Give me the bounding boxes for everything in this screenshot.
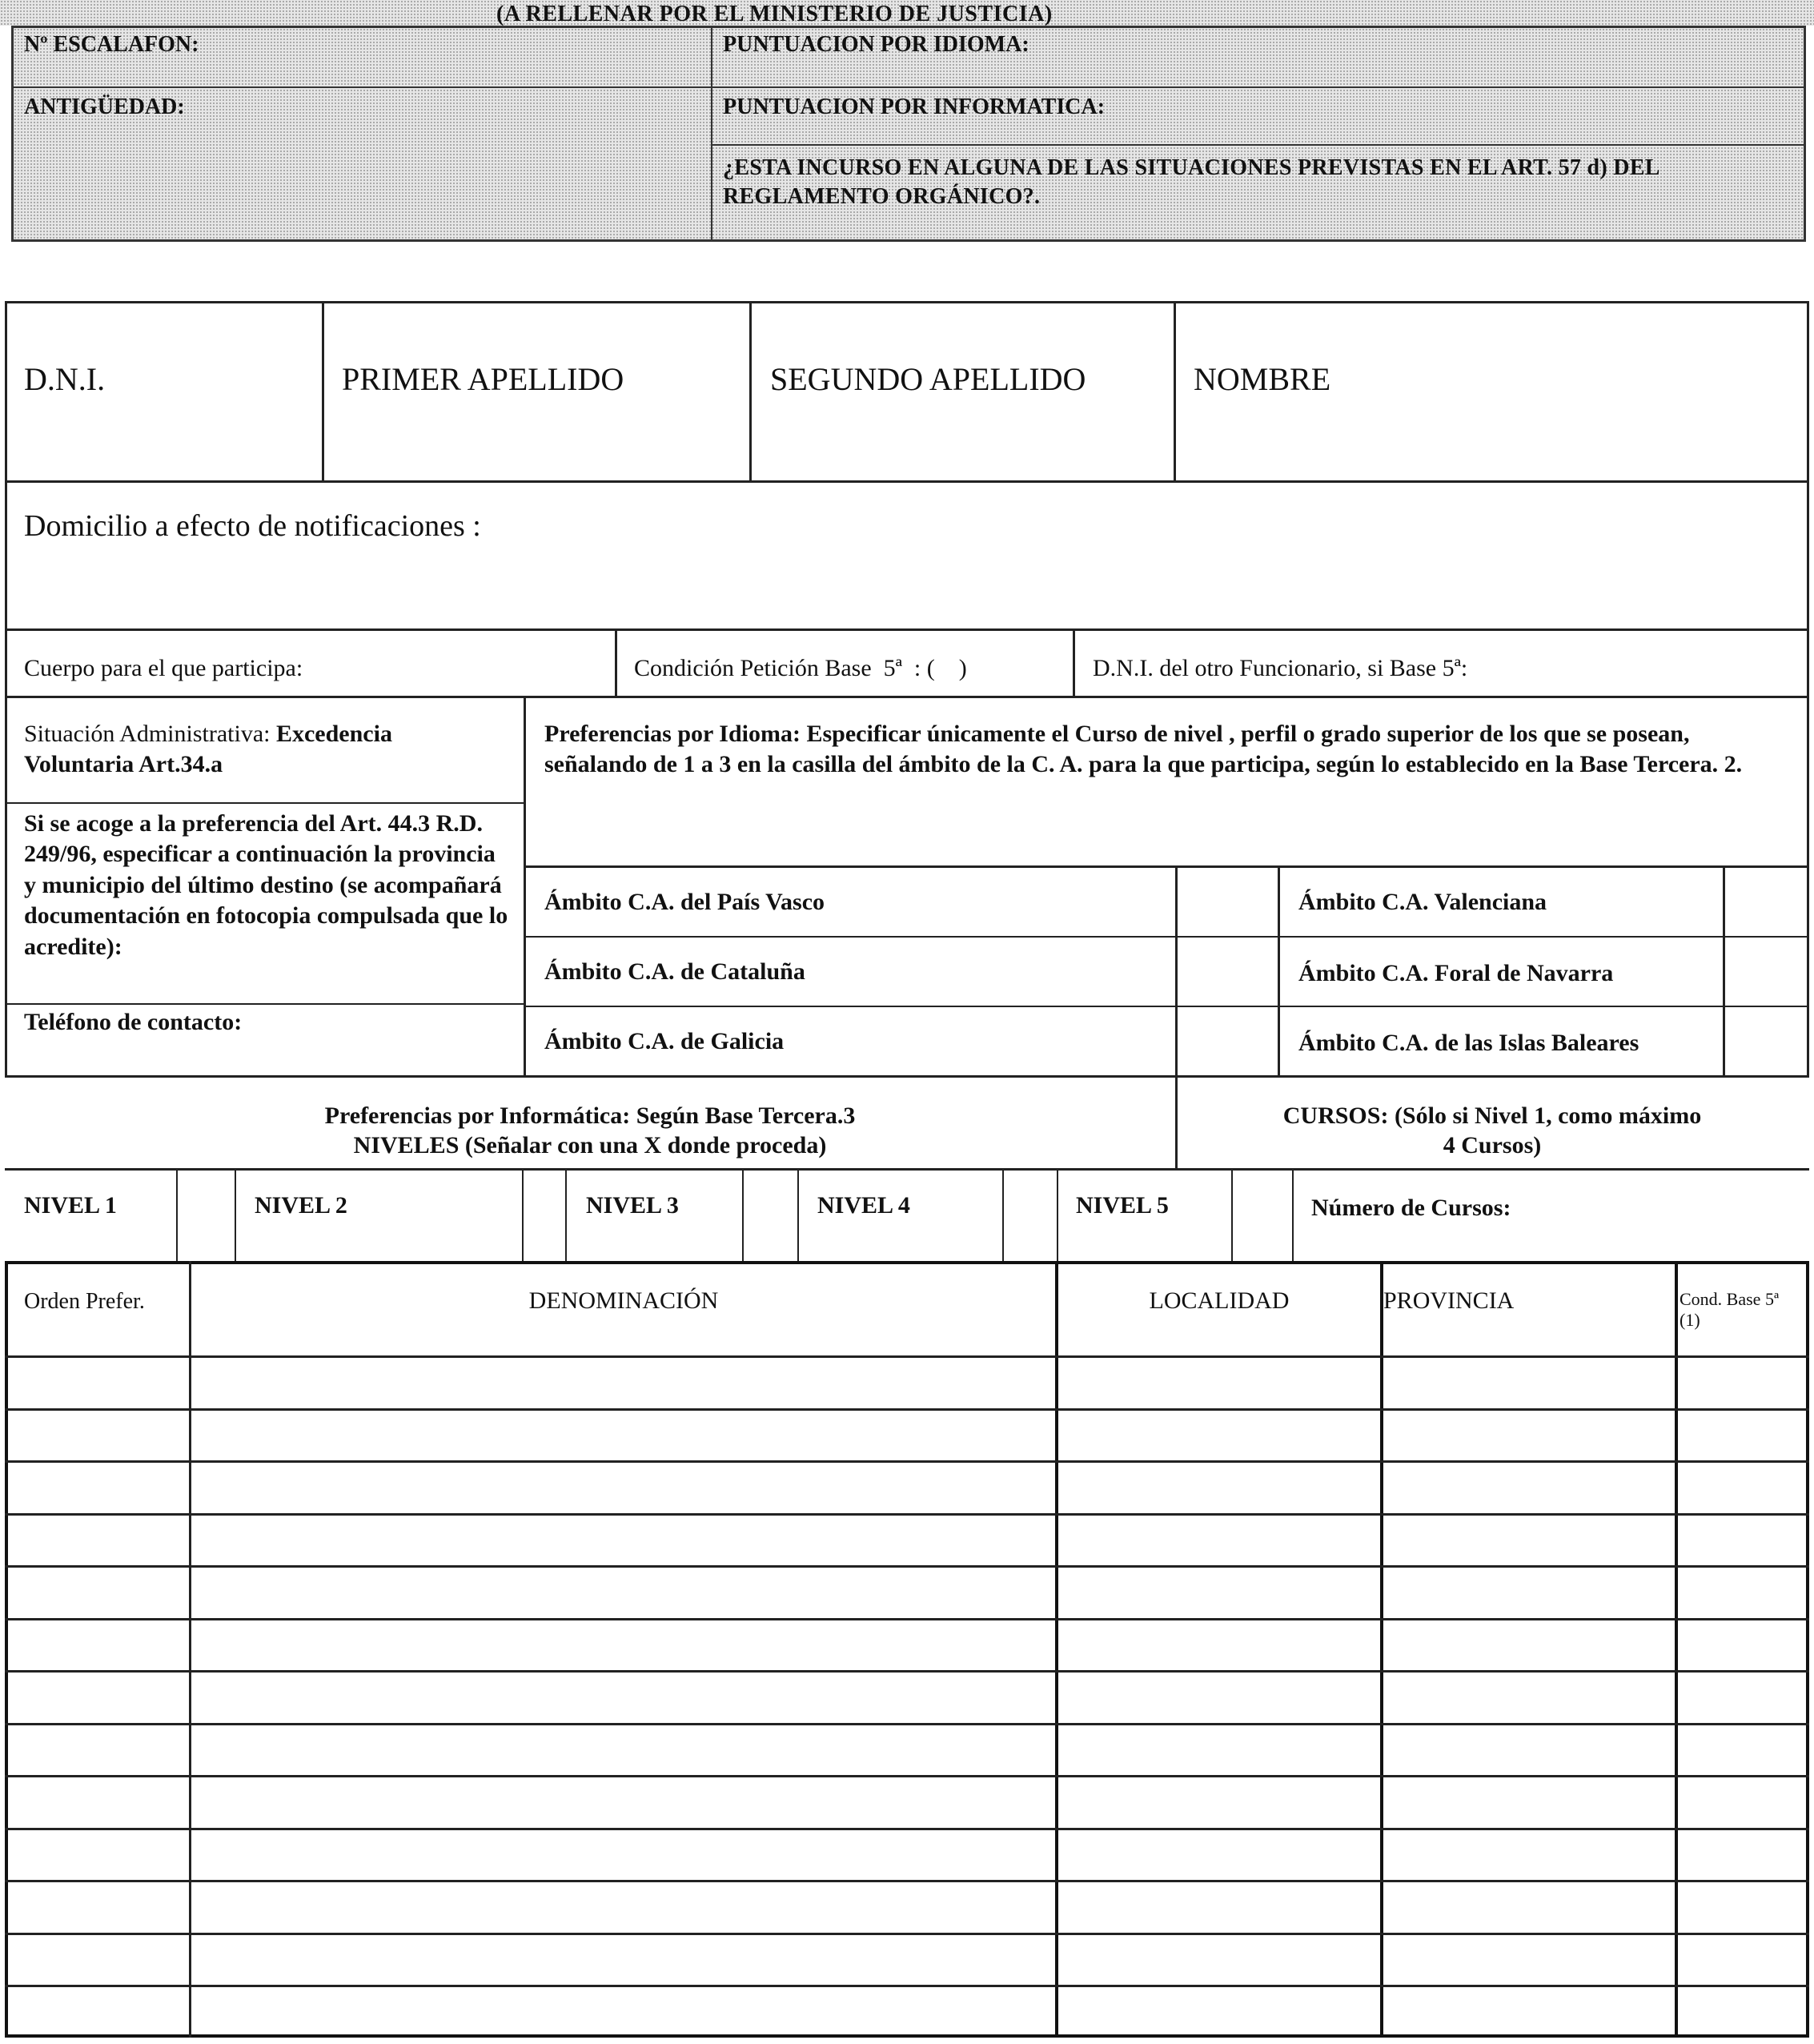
checkbox-galicia[interactable] — [1178, 1008, 1276, 1074]
informatica-title-line1: Preferencias por Informática: Según Base Tercera.3 — [324, 1102, 856, 1129]
situacion-administrativa — [24, 719, 504, 781]
nombre-label: NOMBRE — [1194, 361, 1331, 397]
situacion-left-edge — [5, 698, 7, 1075]
niveles-v4 — [565, 1168, 567, 1261]
table-row[interactable] — [8, 1673, 1806, 1722]
puntuacion-informatica-label: PUNTUACION POR INFORMATICA: — [723, 94, 1106, 119]
personal-v2 — [749, 301, 752, 482]
art44-note: Si se acoge a la preferencia del Art. 44.3 R.D. 249/96, especificar a continuación la provincia y municipio del último destino (se acompañará documentación en fotocopia compulsada que lo acredite): — [24, 810, 508, 960]
escalafon-label: Nº ESCALAFON: — [24, 32, 199, 57]
situacion-bottom — [5, 1075, 1809, 1078]
checkbox-pais-vasco[interactable] — [1178, 869, 1276, 934]
ambitos-v3 — [1723, 865, 1725, 1075]
admin-divider-v — [711, 26, 712, 242]
col-orden-prefer: Orden Prefer. — [24, 1289, 145, 1314]
puntuacion-idioma-label: PUNTUACION POR IDIOMA: — [723, 32, 1029, 57]
situacion-prefix: Situación Administrativa: — [24, 721, 276, 747]
personal-v1 — [322, 301, 324, 482]
nivel-2-label: NIVEL 2 — [255, 1192, 347, 1219]
situacion-h1 — [5, 802, 524, 804]
ambito-pais-vasco: Ámbito C.A. del País Vasco — [544, 889, 825, 915]
col-cond-base: Cond. Base 5ª (1) — [1680, 1289, 1780, 1331]
cursos-title-line2: 4 Cursos) — [1443, 1132, 1542, 1159]
personal-h1 — [5, 480, 1809, 483]
participation-v1 — [615, 628, 617, 698]
table-row[interactable] — [8, 1725, 1806, 1775]
table-row[interactable] — [8, 1463, 1806, 1512]
col-localidad: LOCALIDAD — [1149, 1287, 1290, 1314]
table-row[interactable] — [8, 1830, 1806, 1880]
table-row[interactable] — [8, 1777, 1806, 1827]
primer-apellido-label: PRIMER APELLIDO — [342, 361, 624, 397]
admin-box-header: (A RELLENAR POR EL MINISTERIO DE JUSTICIA) — [496, 2, 1053, 26]
nivel-1-checkbox[interactable] — [178, 1171, 234, 1260]
nivel-3-checkbox[interactable] — [744, 1171, 797, 1260]
nivel-2-checkbox[interactable] — [524, 1171, 564, 1260]
nivel-5-label: NIVEL 5 — [1076, 1192, 1169, 1219]
ambitos-v2 — [1278, 865, 1280, 1075]
telefono-contacto-label: Teléfono de contacto: — [24, 1009, 243, 1035]
ambito-navarra: Ámbito C.A. Foral de Navarra — [1298, 960, 1614, 986]
dni-otro-funcionario-label: D.N.I. del otro Funcionario, si Base 5ª: — [1093, 655, 1468, 681]
col-provincia: PROVINCIA — [1383, 1287, 1515, 1314]
situacion-h2 — [5, 1003, 524, 1005]
ambitos-h2 — [524, 1006, 1809, 1007]
cuerpo-label: Cuerpo para el que participa: — [24, 655, 303, 681]
ambito-galicia: Ámbito C.A. de Galicia — [544, 1028, 785, 1054]
ambito-valenciana: Ámbito C.A. Valenciana — [1298, 889, 1547, 915]
checkbox-baleares[interactable] — [1726, 1008, 1806, 1074]
nivel-1-label: NIVEL 1 — [24, 1192, 117, 1219]
personal-v3 — [1174, 301, 1176, 482]
ambito-cataluna: Ámbito C.A. de Cataluña — [544, 958, 805, 985]
table-row[interactable] — [8, 1935, 1806, 1985]
numero-cursos-field[interactable] — [1537, 1171, 1806, 1260]
art57-question: ¿ESTA INCURSO EN ALGUNA DE LAS SITUACIONES PREVISTAS EN EL ART. 57 d) DEL REGLAMENTO ORGÁNICO?. — [723, 155, 1659, 209]
antiguedad-label: ANTIGÜEDAD: — [24, 94, 185, 119]
informatica-title-line2: NIVELES (Señalar con una X donde proceda) — [353, 1132, 827, 1159]
admin-divider-h1 — [11, 86, 1806, 88]
niveles-v10 — [1292, 1168, 1294, 1261]
table-row[interactable] — [8, 1516, 1806, 1565]
cursos-title-line1: CURSOS: (Sólo si Nivel 1, como máximo — [1282, 1102, 1702, 1129]
checkbox-valenciana[interactable] — [1726, 869, 1806, 934]
table-row[interactable] — [8, 1568, 1806, 1617]
niveles-v6 — [797, 1168, 799, 1261]
checkbox-cataluna[interactable] — [1178, 938, 1276, 1004]
numero-cursos-label: Número de Cursos: — [1311, 1195, 1511, 1221]
idioma-instructions: Preferencias por Idioma: Especificar únicamente el Curso de nivel , perfil o grado superior de los que se posean, señalando de 1 a 3 en la casilla del ámbito de la C. A. para la que participa, según lo establecido en la Base Tercera. 2. — [544, 721, 1743, 778]
niveles-v2 — [235, 1168, 236, 1261]
segundo-apellido-label: SEGUNDO APELLIDO — [770, 361, 1086, 397]
situacion-divider — [524, 698, 526, 1075]
domicilio-label: Domicilio a efecto de notificaciones : — [24, 509, 481, 543]
nivel-4-label: NIVEL 4 — [817, 1192, 910, 1219]
admin-divider-h2 — [711, 144, 1806, 146]
col-denominacion: DENOMINACIÓN — [528, 1287, 719, 1314]
table-row[interactable] — [8, 1411, 1806, 1460]
nivel-5-checkbox[interactable] — [1233, 1171, 1291, 1260]
nivel-3-label: NIVEL 3 — [586, 1192, 679, 1219]
personal-h2 — [5, 628, 1809, 631]
table-row[interactable] — [8, 1987, 1806, 2037]
table-row[interactable] — [8, 1358, 1806, 1408]
dni-label: D.N.I. — [24, 361, 106, 397]
condicion-peticion-label: Condición Petición Base 5ª : ( ) — [634, 655, 967, 681]
situacion-right-edge — [1807, 698, 1809, 1075]
participation-v2 — [1073, 628, 1075, 698]
situacion-value: Excedencia Voluntaria Art.34.a — [24, 721, 392, 778]
nivel-4-checkbox[interactable] — [1004, 1171, 1056, 1260]
ambito-baleares: Ámbito C.A. de las Islas Baleares — [1298, 1030, 1639, 1056]
ambitos-h1 — [524, 936, 1809, 938]
niveles-v8 — [1057, 1168, 1058, 1261]
table-row[interactable] — [8, 1620, 1806, 1670]
ambitos-v1 — [1175, 865, 1178, 1075]
checkbox-navarra[interactable] — [1726, 938, 1806, 1004]
ambitos-top — [524, 865, 1809, 868]
table-row[interactable] — [8, 1882, 1806, 1932]
